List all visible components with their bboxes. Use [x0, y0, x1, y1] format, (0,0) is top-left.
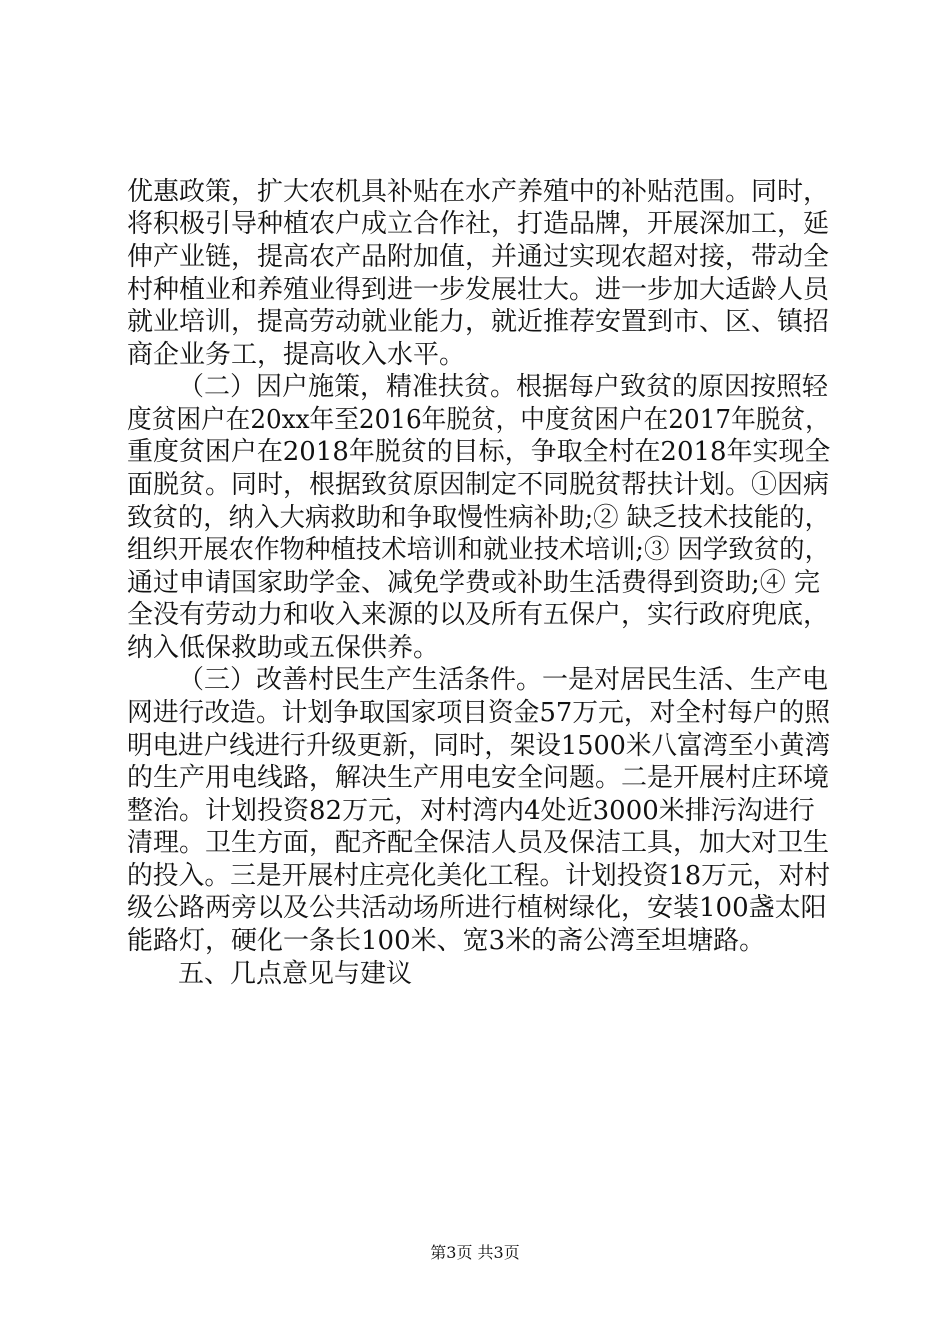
- text-line: 致贫的，纳入大病救助和争取慢性病补助;② 缺乏技术技能的，: [127, 503, 830, 533]
- text-line: 优惠政策，扩大农机具补贴在水产养殖中的补贴范围。同时，: [127, 177, 830, 207]
- text-line: 度贫困户在20xx年至2016年脱贫，中度贫困户在2017年脱贫，: [127, 405, 830, 435]
- text-line: 整治。计划投资82万元，对村湾内4处近3000米排污沟进行: [127, 796, 815, 826]
- text-line: 级公路两旁以及公共活动场所进行植树绿化，安装100盏太阳: [127, 893, 827, 923]
- text-line: 伸产业链，提高农产品附加值，并通过实现农超对接，带动全: [127, 242, 830, 272]
- page-footer: 第3页 共3页: [430, 1243, 520, 1262]
- text-line: 的投入。三是开展村庄亮化美化工程。计划投资18万元，对村: [127, 861, 831, 891]
- text-line: （二）因户施策，精准扶贫。根据每户致贫的原因按照轻: [178, 372, 829, 402]
- text-line: 将积极引导种植农户成立合作社，打造品牌，开展深加工，延: [127, 209, 830, 239]
- text-line: 能路灯，硬化一条长100米、宽3米的斋公湾至坦塘路。: [127, 926, 766, 956]
- text-line: 组织开展农作物种植技术培训和就业技术培训;③ 因学致贫的，: [127, 535, 830, 565]
- text-line: 全没有劳动力和收入来源的以及所有五保户，实行政府兜底，: [127, 600, 830, 630]
- text-line: 商企业务工，提高收入水平。: [127, 340, 466, 370]
- text-line: （三）改善村民生产生活条件。一是对居民生活、生产电: [178, 665, 829, 695]
- text-line: 清理。卫生方面，配齐配全保洁人员及保洁工具，加大对卫生: [127, 828, 830, 858]
- text-line: 通过申请国家助学金、减免学费或补助生活费得到资助;④ 完: [127, 568, 821, 598]
- text-line: 村种植业和养殖业得到进一步发展壮大。进一步加大适龄人员: [127, 275, 830, 305]
- text-line: 纳入低保救助或五保供养。: [127, 633, 440, 663]
- section-heading: 五、几点意见与建议: [178, 959, 413, 989]
- text-line: 就业培训，提高劳动就业能力，就近推荐安置到市、区、镇招: [127, 307, 830, 337]
- text-line: 面脱贫。同时，根据致贫原因制定不同脱贫帮扶计划。①因病: [127, 470, 830, 500]
- text-line: 明电进户线进行升级更新，同时，架设1500米八富湾至小黄湾: [127, 731, 831, 761]
- text-line: 的生产用电线路，解决生产用电安全问题。二是开展村庄环境: [127, 763, 830, 793]
- text-line: 网进行改造。计划争取国家项目资金57万元，对全村每户的照: [127, 698, 831, 728]
- text-line: 重度贫困户在2018年脱贫的目标，争取全村在2018年实现全: [127, 437, 831, 467]
